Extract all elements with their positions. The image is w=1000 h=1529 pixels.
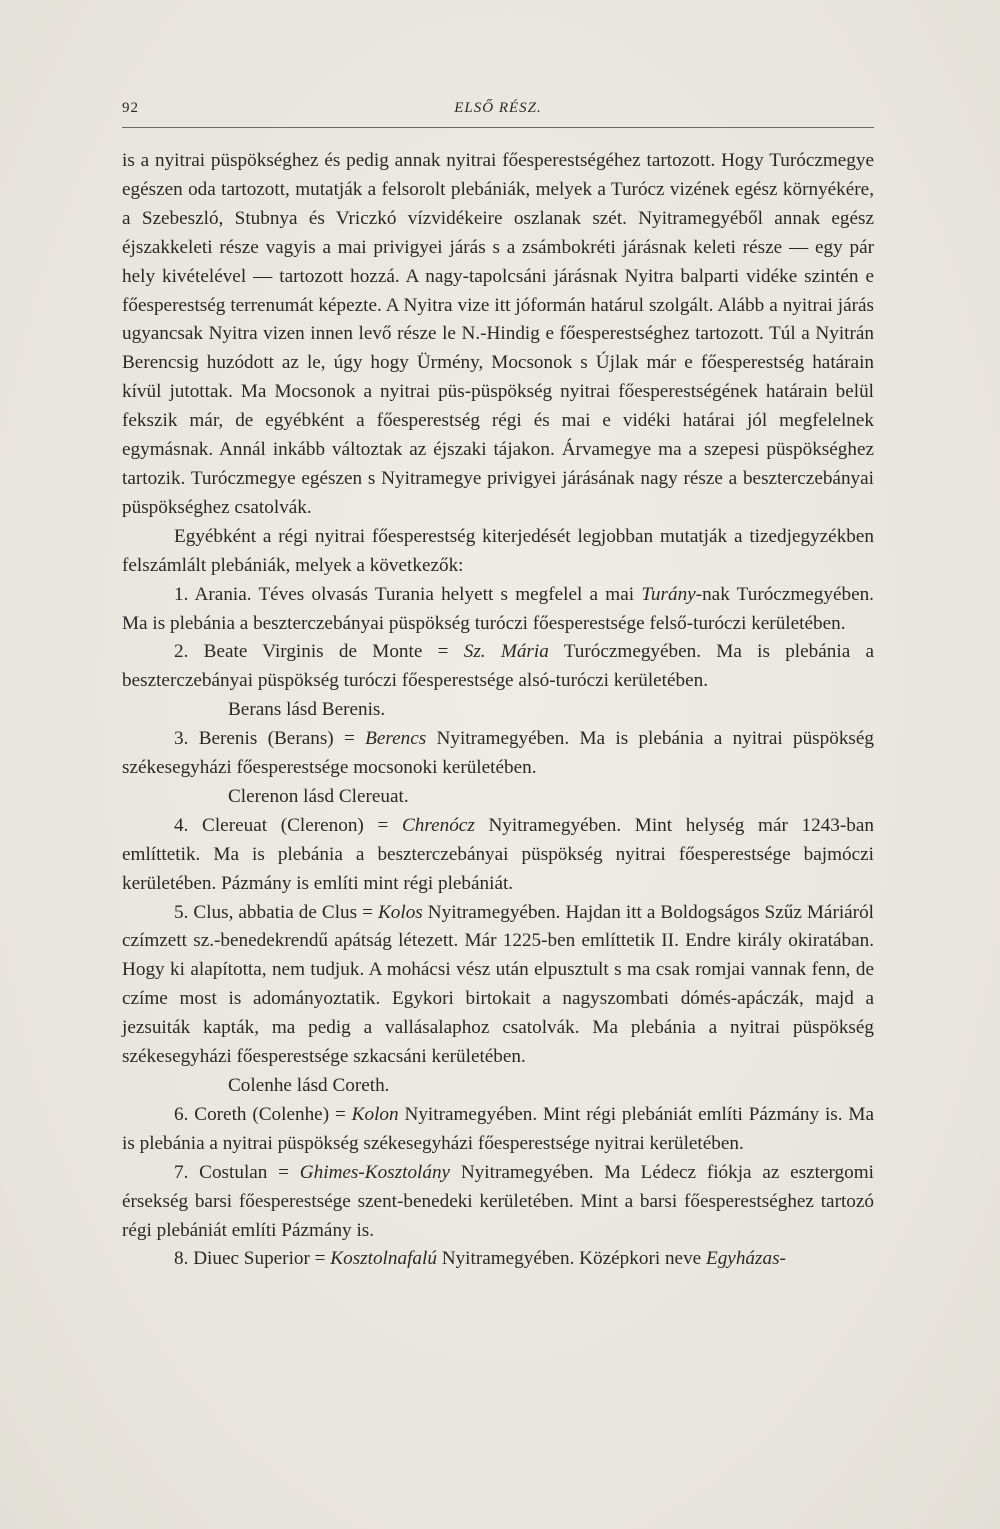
paragraph-1: is a nyitrai püspökséghez és pedig annak nyitrai főesperestségéhez tartozott. Hogy Turóczmegye egészen oda tartozott, mutatják a felsorolt plebániák, melyek a Turócz vizének egész környékére, a Szebeszló, Stubnya és Vriczkó vízvidékeire oszlanak szét. Nyitramegyéből annak egész éjszakkeleti része vagyis a mai privigyei járás s a zsámbokréti járásnak keleti része — egy pár hely kivételével — tartozott hozzá. A nagy-tapolcsáni járásnak Nyitra balparti vidéke szintén e főesperestség terrenumát képezte. A Nyitra vize itt jóformán határul szolgált. Alább a nyitrai járás ugyancsak Nyitra vizen innen levő része le N.-Hindig e főesperestséghez tartozott. Túl a Nyitrán Berencsig huzódott az le, úgy hogy Ürmény, Mocsonok s Újlak már e főesperestség határain kívül jutottak. Ma Mocsonok a nyitrai püs-püspökség nyitrai főesperestségének határain belül fekszik már, de egyébként a főesperestség régi és mai e vidéki határai jól megfelelnek egymásnak. Annál inkább változtak az éjszaki tájakon. Árvamegye ma a szepesi püspökséghez tartozik. Turóczmegye egészen s Nyitramegye privigyei járásának nagy része a beszterczebányai püspökséghez csatolvák. <box>122 150 874 518</box>
entry-text: 2. Beate Virginis de Monte = <box>174 641 464 663</box>
page-number: 92 <box>122 100 139 116</box>
entry-6 <box>122 1101 874 1159</box>
entry-text: Nyitramegyében. Ma Lédecz fiókja az esztergomi érsekség barsi főesperestsége szent-benedeki kerületében. Mint a barsi főesperestséghez tartozó régi plebániát említi Pázmány is. <box>122 1161 874 1241</box>
cross-reference: Clerenon lásd Clereuat. <box>228 785 409 807</box>
entry-place-name: Turány <box>641 583 696 605</box>
entry-text: 1. Arania. Téves olvasás Turania helyett s megfelel a mai <box>174 583 642 605</box>
entry-2 <box>122 638 874 696</box>
entry-text: 7. Costulan = <box>174 1161 300 1183</box>
entry-7 <box>122 1159 874 1246</box>
entry-5 <box>122 899 874 1072</box>
entry-place-name: Ghimes-Kosztolány <box>299 1161 451 1183</box>
entry-text: 6. Coreth (Colenhe) = <box>174 1103 352 1125</box>
entry-text: 8. Diuec Superior = <box>174 1248 331 1270</box>
entry-8 <box>122 1245 874 1274</box>
entry-place-name: Kolon <box>351 1103 399 1125</box>
entry-place-name: Kosztolnafalú <box>330 1248 437 1270</box>
entry-3 <box>122 725 874 783</box>
entry-place-name: Chrenócz <box>401 814 475 836</box>
entry-text: Nyitramegyében. Hajdan itt a Boldogságos Szűz Máriáról czímzett sz.-benedekrendű apátság létezett. Már 1225-ben említtetik II. Endre király okiratában. Hogy ki alapította, nem tudjuk. A mohácsi vész után elpusztult s ma csak romjai vannak fenn, de czíme most is adományoztatik. Egykori birtokait a nagyszombati dómés-apáczák, majd a jezsuiták kapták, ma pedig a vallásalaphoz csatolvák. Ma plebánia a nyitrai püspökség székesegyházi főesperestsége szkacsáni kerületében. <box>122 901 874 1068</box>
entry-place-name: Berencs <box>365 728 427 750</box>
entry-text: 4. Clereuat (Clerenon) = <box>174 814 402 836</box>
entry-place-name: Egyházas- <box>705 1248 786 1270</box>
entry-place-name: Kolos <box>377 901 423 923</box>
entry-text: 3. Berenis (Berans) = <box>174 728 366 750</box>
entry-text: -nak Turóczmegyében. Ma is plebánia a beszterczebányai püspökség turóczi főesperestsége felső-turóczi kerületében. <box>122 583 874 634</box>
entry-1 <box>122 581 874 639</box>
page-body <box>122 147 874 1274</box>
entry-4 <box>122 812 874 899</box>
entry-text: Nyitramegyében. Ma is plebánia a nyitrai püspökség székesegyházi főesperestsége mocsonoki kerületében. <box>122 728 874 779</box>
paragraph-2: Egyébként a régi nyitrai főesperestség kiterjedését legjobban mutatják a tizedjegyzékben felszámlált plebániák, melyek a következők: <box>122 525 874 576</box>
page-header <box>122 100 874 124</box>
header-rule <box>122 127 874 128</box>
entry-text: 5. Clus, abbatia de Clus = <box>174 901 378 923</box>
entry-place-name: Sz. Mária <box>463 641 549 663</box>
entry-text: Nyitramegyében. Mint helység már 1243-ban említtetik. Ma is plebánia a beszterczebányai püspökség nyitrai főesperestsége bajmóczi kerületében. Pázmány is említi mint régi plebániát. <box>122 814 874 894</box>
running-title: ELSŐ RÉSZ. <box>454 100 542 116</box>
cross-reference: Colenhe lásd Coreth. <box>228 1075 390 1096</box>
entry-text: Nyitramegyében. Középkori neve <box>436 1248 706 1270</box>
entry-text: Turóczmegyében. Ma is plebánia a beszterczebányai püspökség turóczi főesperestsége alsó-turóczi kerületében. <box>122 641 874 692</box>
cross-reference: Berans lásd Berenis. <box>228 699 386 721</box>
entry-text: Nyitramegyében. Mint régi plebániát említi Pázmány is. Ma is plebánia a nyitrai püspökség székesegyházi főesperestsége nyitrai kerületében. <box>122 1103 875 1154</box>
